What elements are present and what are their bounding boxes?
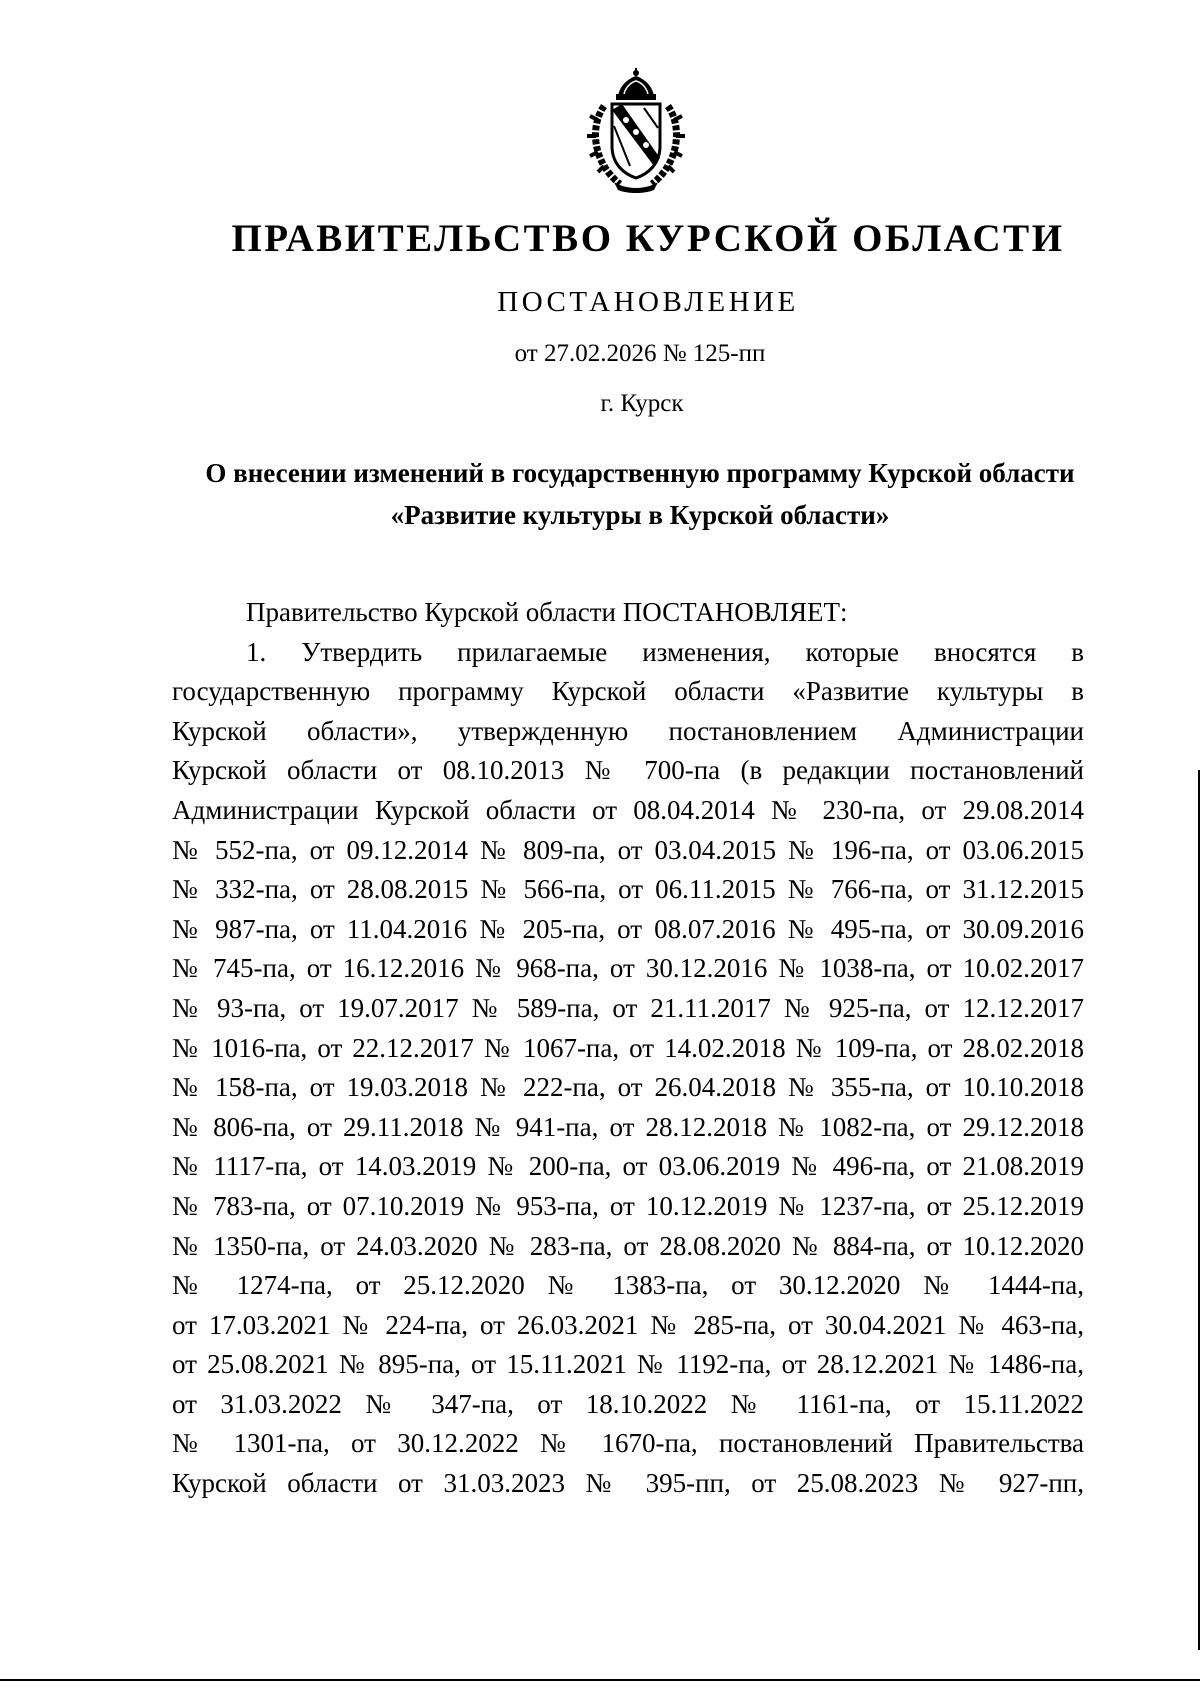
body-line: Курской области от 31.03.2023 № 395-пп, от 25.08.2023 № 927-пп, (172, 1468, 1084, 1499)
body-line: государственную программу Курской области «Развитие культуры в (172, 676, 1084, 707)
body-line: № 1016-па, от 22.12.2017 № 1067-па, от 14.02.2018 № 109-па, от 28.02.2018 (172, 1032, 1084, 1063)
body-line: № 1350-па, от 24.03.2020 № 283-па, от 28.08.2020 № 884-па, от 10.12.2020 (172, 1230, 1084, 1261)
document-number: от 27.02.2026 № 125-пп (514, 340, 766, 367)
document-type: ПОСТАНОВЛЕНИЕ (497, 286, 799, 318)
body-line: от 31.03.2022 № 347-па, от 18.10.2022 № 1161-па, от 15.11.2022 (172, 1388, 1084, 1419)
document-city: г. Курск (600, 390, 684, 417)
document-body (172, 593, 1084, 1504)
body-line: № 1301-па, от 30.12.2022 № 1670-па, постановлений Правительства (172, 1428, 1084, 1459)
body-preamble: Правительство Курской области ПОСТАНОВЛЯЕТ: (246, 597, 848, 627)
body-line: № 552-па, от 09.12.2014 № 809-па, от 03.04.2015 № 196-па, от 03.06.2015 (172, 834, 1084, 865)
body-line: № 93-па, от 19.07.2017 № 589-па, от 21.11.2017 № 925-па, от 12.12.2017 (172, 992, 1084, 1023)
body-line: № 332-па, от 28.08.2015 № 566-па, от 06.11.2015 № 766-па, от 31.12.2015 (172, 874, 1084, 905)
body-line: № 1274-па, от 25.12.2020 № 1383-па, от 30.12.2020 № 1444-па, (172, 1270, 1084, 1301)
body-line: Курской области от 08.10.2013 № 700-па (в редакции постановлений (172, 755, 1084, 786)
body-line: от 17.03.2021 № 224-па, от 26.03.2021 № 285-па, от 30.04.2021 № 463-па, (172, 1309, 1084, 1340)
body-line: № 1117-па, от 14.03.2019 № 200-па, от 03.06.2019 № 496-па, от 21.08.2019 (172, 1151, 1084, 1182)
body-line: № 783-па, от 07.10.2019 № 953-па, от 10.12.2019 № 1237-па, от 25.12.2019 (172, 1190, 1084, 1221)
document-title-line-1: О внесении изменений в государственную программу Курской области (205, 458, 1075, 488)
body-line: № 745-па, от 16.12.2016 № 968-па, от 30.12.2016 № 1038-па, от 10.02.2017 (172, 953, 1084, 984)
body-line: от 25.08.2021 № 895-па, от 15.11.2021 № 1192-па, от 28.12.2021 № 1486-па, (172, 1349, 1084, 1380)
body-line: № 158-па, от 19.03.2018 № 222-па, от 26.04.2018 № 355-па, от 10.10.2018 (172, 1072, 1084, 1103)
body-line: № 806-па, от 29.11.2018 № 941-па, от 28.12.2018 № 1082-па, от 29.12.2018 (172, 1111, 1084, 1142)
scan-bottom-line (0, 1679, 1200, 1681)
body-line: Администрации Курской области от 08.04.2014 № 230-па, от 29.08.2014 (172, 794, 1084, 825)
coat-of-arms-emblem (574, 66, 698, 194)
body-line: Курской области», утвержденную постановлением Администрации (172, 715, 1084, 746)
body-line: № 987-па, от 11.04.2016 № 205-па, от 08.07.2016 № 495-па, от 30.09.2016 (172, 913, 1084, 944)
organization-heading: ПРАВИТЕЛЬСТВО КУРСКОЙ ОБЛАСТИ (231, 217, 1065, 260)
document-title-line-2: «Развитие культуры в Курской области» (390, 500, 890, 530)
body-line: 1. Утвердить прилагаемые изменения, которые вносятся в (246, 636, 1084, 667)
